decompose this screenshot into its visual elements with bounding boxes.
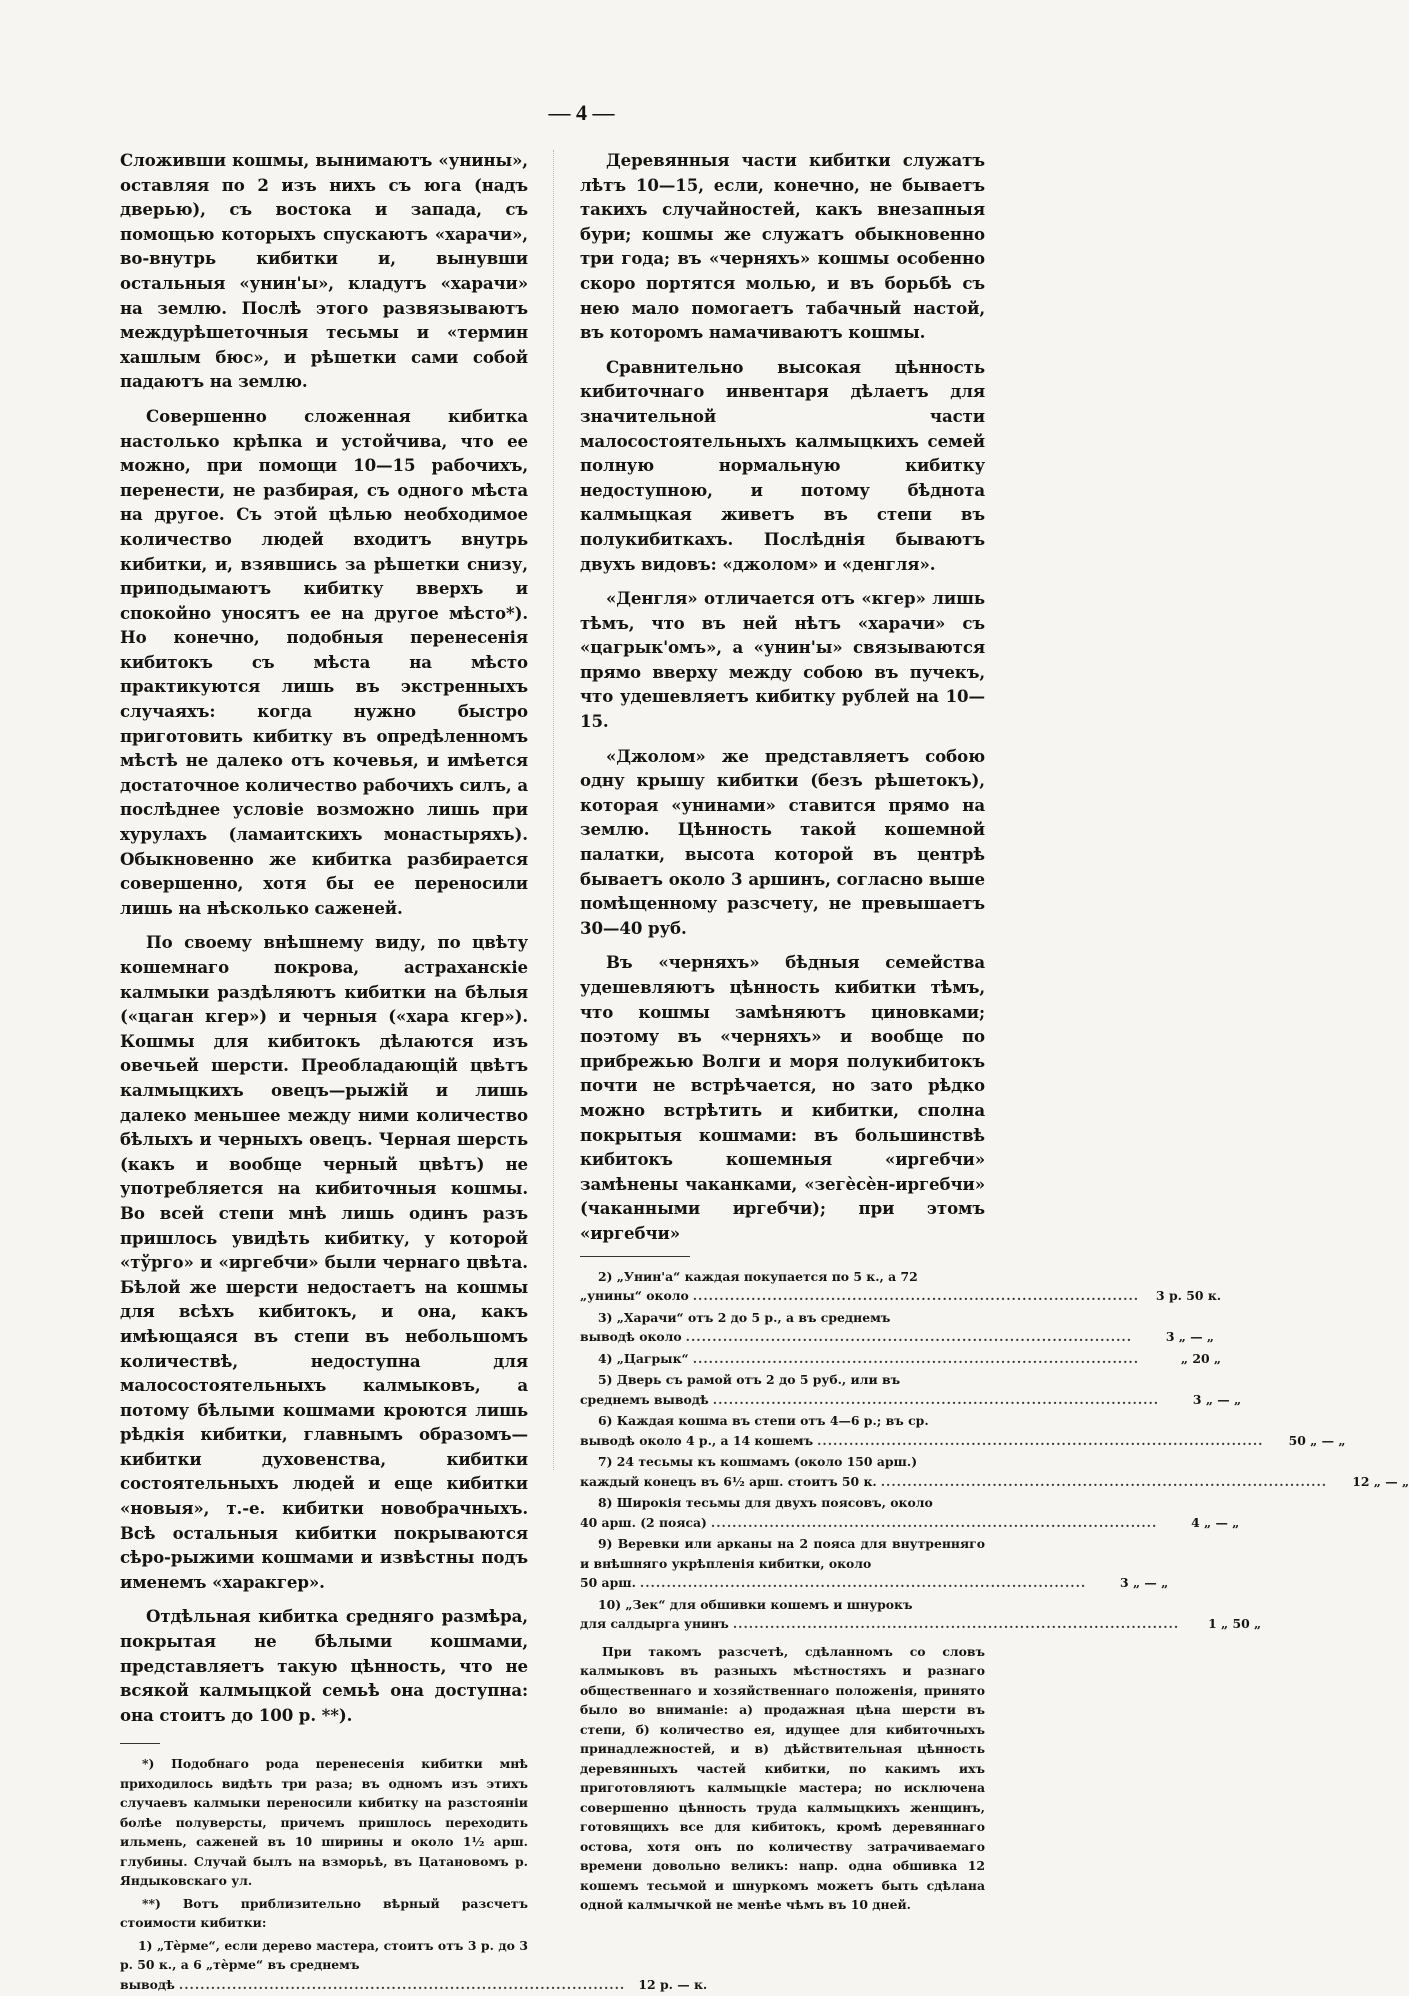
footnote-rule: [580, 1256, 690, 1257]
dot-leader: ....................................................................................: [639, 1575, 1087, 1591]
cost-item: [580, 1411, 1346, 1450]
dot-leader: ....................................................................................: [685, 1329, 1133, 1345]
cost-item-lead: среднемъ выводѣ: [580, 1391, 709, 1407]
cost-item: [580, 1370, 1242, 1409]
cost-item-text: 10) „Зек“ для обшивки кошемъ и шнурокъ: [598, 1596, 913, 1612]
cost-item-text: 6) Каждая кошма въ степи отъ 4—6 р.; въ ср.: [598, 1413, 929, 1429]
cost-item-lead: выводѣ около: [580, 1329, 682, 1345]
page-number: — 4 —: [548, 100, 615, 125]
cost-item: [580, 1349, 1222, 1369]
cost-note: При такомъ разсчетѣ, сдѣланномъ со словъ калмыковъ въ разныхъ мѣстностяхъ и разнаго общественнаго и хозяйственнаго положенія, принято было во вниманіе: а) продажная цѣна шерсти въ степи, б) количество ея, идущее для кибиточныхъ принадлежностей, и в) дѣйствительная цѣнность деревянныхъ частей кибитки, по какимъ ихъ приготовляютъ калмыцкіе мастера; но исключена совершенно цѣнность труда калмыцкихъ женщинъ, готовящихъ все для кибитокъ, кромѣ деревяннаго остова, хотя онъ по количеству затрачиваемаго времени довольно великъ: напр. одна обшивка 12 кошемъ тесьмой и шнуркомъ можетъ быть сдѣлана одной калмычкой не менѣе чѣмъ въ 10 дней.: [580, 1643, 985, 1913]
footnote: *) Подобнаго рода перенесенія кибитки мнѣ приходилось видѣть три раза; въ одномъ изъ этихъ случаевъ калмыки переносили кибитку на разстояніи болѣе полуверсты, причемъ пришлось переходить ильмень, саженей въ 10 ширины и около 1½ арш. глубины. Случай былъ на взморьѣ, въ Цатановомъ р. Яндыковскаго ул.: [120, 1756, 528, 1889]
footnote: **) Вотъ приблизительно вѣрный разсчетъ стоимости кибитки:: [120, 1895, 528, 1931]
paragraph: «Денгля» отличается отъ «кгер» лишь тѣмъ, что въ ней нѣтъ «харачи» съ «цагрык'омъ», а «унин'ы» связываются прямо вверху между собою въ пучекъ, что удешевляетъ кибитку рублей на 10—15.: [580, 588, 985, 732]
right-column: [580, 148, 1409, 1915]
cost-item: [120, 1936, 708, 1995]
paragraph: Отдѣльная кибитка средняго размѣра, покрытая не бѣлыми кошмами, представляетъ такую цѣнность, что не всякой калмыцкой семьѣ она доступна: она стоитъ до 100 р. **).: [120, 1606, 528, 1725]
cost-item-text: 9) Веревки или арканы на 2 пояса для внутренняго и внѣшняго укрѣпленія кибитки, около: [580, 1536, 985, 1571]
cost-item-lead: каждый конецъ въ 6½ арш. стоитъ 50 к.: [580, 1473, 877, 1489]
cost-item-price: 3 „ — „: [1192, 1391, 1242, 1407]
cost-item-price: 50 „ — „: [1288, 1432, 1346, 1448]
cost-item-text: 1) „Тѐрме“, если дерево мастера, стоитъ отъ 3 р. до 3 р. 50 к., а 6 „тѐрме“ въ среднемъ: [120, 1937, 528, 1973]
cost-item-price: 3 „ — „: [1120, 1575, 1169, 1591]
cost-item-text: 5) Дверь съ рамой отъ 2 до 5 руб., или въ: [598, 1372, 901, 1388]
cost-item-text: 8) Широкія тесьмы для двухъ поясовъ, около: [598, 1495, 933, 1511]
paragraph: Сравнительно высокая цѣнность кибиточнаго инвентаря дѣлаетъ для значительной части малосостоятельныхъ калмыцкихъ семей полную нормальную кибитку недоступною, и потому бѣднота калмыцкая живетъ въ степи въ полукибиткахъ. Послѣднія бываютъ двухъ видовъ: «джолом» и «денгля».: [580, 356, 985, 574]
paragraph: «Джолом» же представляетъ собою одну крышу кибитки (безъ рѣшетокъ), которая «унинами» ставится прямо на землю. Цѣнность такой кошемной палатки, высота которой въ центрѣ бываетъ около 3 аршинъ, согласно выше помѣщенному разсчету, не превышаетъ 30—40 руб.: [580, 745, 985, 938]
cost-item-price: 3 р. 50 к.: [1156, 1288, 1222, 1304]
cost-item: [580, 1493, 1240, 1532]
dot-leader: ....................................................................................: [178, 1976, 626, 1992]
footnote-rule: [120, 1743, 160, 1744]
dot-leader: ....................................................................................: [712, 1391, 1160, 1407]
cost-item: [580, 1308, 1215, 1347]
cost-item: [580, 1267, 1222, 1306]
column-divider: [553, 150, 554, 1470]
cost-item-price: 12 „ — „: [1352, 1473, 1409, 1489]
cost-item-lead: „унины“ около: [580, 1288, 689, 1304]
cost-list: [580, 1267, 1409, 1634]
dot-leader: ....................................................................................: [692, 1350, 1140, 1366]
cost-item-text: 7) 24 тесьмы къ кошмамъ (около 150 арш.): [598, 1454, 918, 1470]
cost-item-lead: 4) „Цагрык“: [598, 1350, 689, 1366]
cost-item: [580, 1534, 1169, 1593]
dot-leader: ....................................................................................: [880, 1473, 1328, 1489]
cost-item-lead: выводѣ: [120, 1976, 175, 1992]
paragraph: Деревянныя части кибитки служатъ лѣтъ 10—15, если, конечно, не бываетъ такихъ случайностей, какъ внезапныя бури; кошмы же служатъ обыкновенно три года; въ «черняхъ» кошмы особенно скоро портятся молью, и въ борьбѣ съ нею мало помогаетъ табачный настой, въ которомъ намачиваютъ кошмы.: [580, 150, 985, 343]
cost-item-text: 3) „Харачи“ отъ 2 до 5 р., а въ среднемъ: [598, 1309, 891, 1325]
cost-item: [580, 1595, 1262, 1634]
cost-item-text: 2) „Унин'а“ каждая покупается по 5 к., а 72: [598, 1268, 918, 1284]
dot-leader: ....................................................................................: [817, 1432, 1264, 1448]
cost-item-lead: выводѣ около 4 р., а 14 кошемъ: [580, 1432, 814, 1448]
paragraph: Сложивши кошмы, вынимаютъ «унины», оставляя по 2 изъ нихъ съ юга (надъ дверью), съ востока и запада, съ помощью которыхъ спускаютъ «харачи», во-внутрь кибитки и, вынувши остальныя «унин'ы», кладутъ «харачи» на землю. Послѣ этого развязываютъ междурѣшеточныя тесьмы и «термин хашлым бюс», и рѣшетки сами собой падаютъ на землю.: [120, 150, 528, 392]
dot-leader: ....................................................................................: [732, 1616, 1180, 1632]
cost-item-price: 4 „ — „: [1191, 1514, 1240, 1530]
cost-item: [580, 1452, 1409, 1491]
cost-item-lead: для салдырга унинъ: [580, 1616, 729, 1632]
paragraph: Совершенно сложенная кибитка настолько крѣпка и устойчива, что ее можно, при помощи 10—15 рабочихъ, перенести, не разбирая, съ одного мѣста на другое. Съ этой цѣлью необходимое количество людей входитъ внутрь кибитки, и, взявшись за рѣшетки снизу, приподымаютъ кибитку вверхъ и спокойно уносятъ ее на другое мѣсто*). Но конечно, подобныя перенесенія кибитокъ съ мѣста на мѣсто практикуются лишь въ экстренныхъ случаяхъ: когда нужно быстро приготовить кибитку въ опредѣленномъ мѣстѣ не далеко отъ кочевья, и имѣется достаточное количество рабочихъ силъ, а послѣднее условіе возможно лишь при хурулахъ (ламаитскихъ монастыряхъ). Обыкновенно же кибитка разбирается совершенно, хотя бы ее переносили лишь на нѣсколько саженей.: [120, 405, 528, 918]
cost-item-price: 1 „ 50 „: [1208, 1616, 1262, 1632]
cost-item-lead: 40 арш. (2 пояса): [580, 1514, 707, 1530]
dot-leader: ....................................................................................: [692, 1288, 1140, 1304]
cost-item-price: 3 „ — „: [1165, 1329, 1215, 1345]
dot-leader: ....................................................................................: [710, 1514, 1158, 1530]
cost-item-price: „ 20 „: [1180, 1350, 1222, 1366]
cost-item-price: 12 р. — к.: [638, 1976, 708, 1992]
cost-item-lead: 50 арш.: [580, 1575, 636, 1591]
paragraph: Въ «черняхъ» бѣдныя семейства удешевляютъ цѣнность кибитки тѣмъ, что кошмы замѣняютъ циновками; поэтому въ «черняхъ» и вообще по прибрежью Волги и моря полукибитокъ почти не встрѣчается, но зато рѣдко можно встрѣтить и кибитки, сполна покрытыя кошмами: въ большинствѣ кибитокъ кошемныя «иргебчи» замѣнены чаканками, «зегѐсѐн-иргебчи» (чаканными иргебчи); при этомъ «иргебчи»: [580, 952, 985, 1243]
paragraph: По своему внѣшнему виду, по цвѣту кошемнаго покрова, астраханскіе калмыки раздѣляютъ кибитки на бѣлыя («цаган кгер») и черныя («хара кгер»). Кошмы для кибитокъ дѣлаются изъ овечьей шерсти. Преобладающій цвѣтъ калмыцкихъ овецъ—рыжій и лишь далеко меньшее между ними количество бѣлыхъ и черныхъ овецъ. Черная шерсть (какъ и вообще черный цвѣтъ) не употребляется на кибиточныя кошмы. Во всей степи мнѣ лишь одинъ разъ пришлось увидѣть кибитку, у которой «тўрго» и «иргебчи» были чернаго цвѣта. Бѣлой же шерсти недостаетъ на кошмы для всѣхъ кибитокъ, и она, какъ имѣющаяся въ степи въ небольшомъ количествѣ, недоступна для малосостоятельныхъ калмыковъ, а потому бѣлыми кошмами кроются лишь рѣдкія кибитки, главнымъ образомъ—кибитки духовенства, кибитки состоятельныхъ людей и еще кибитки «новыя», т.-е. кибитки новобрачныхъ. Всѣ остальныя кибитки покрываются сѣро-рыжими кошмами и извѣстны подъ именемъ «харакгер».: [120, 932, 528, 1592]
